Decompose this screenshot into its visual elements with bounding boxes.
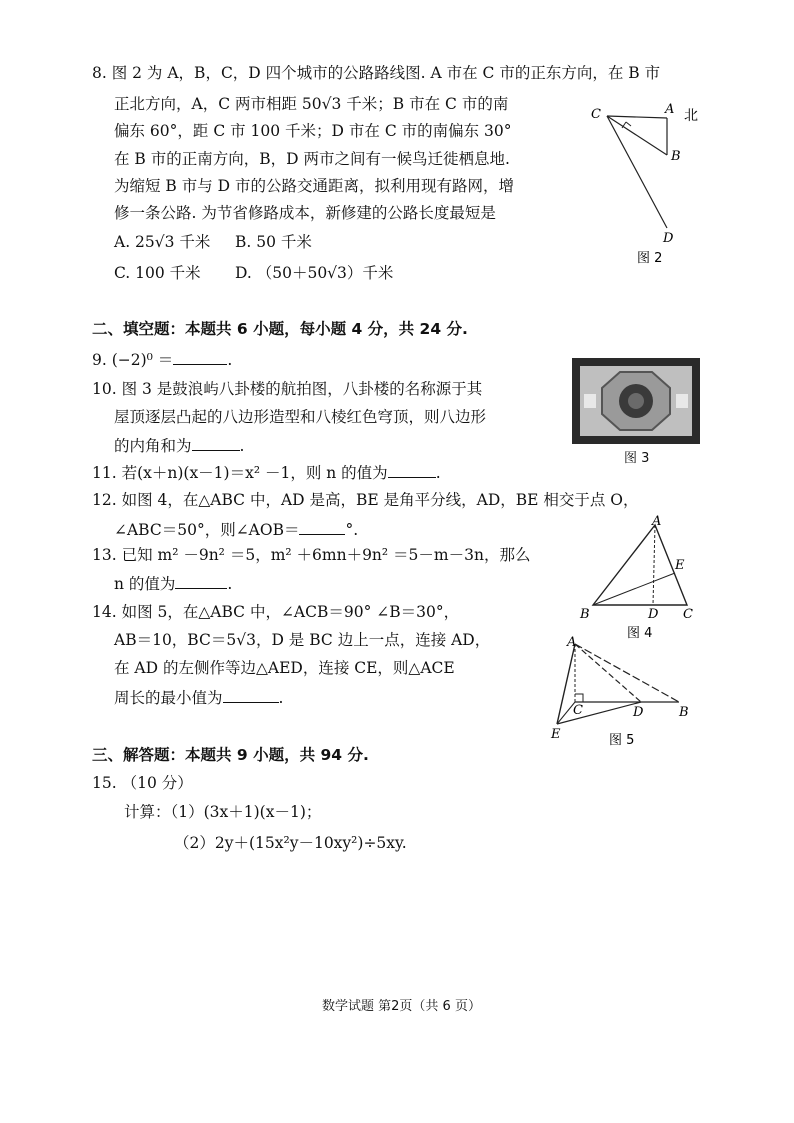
fig4-label-c: C [683,607,693,622]
q15-header: 15. （10 分） [92,774,193,792]
q14-line-2: AB＝10，BC＝5√3，D 是 BC 边上一点，连接 AD， [114,631,491,649]
q15-part-2: （2）2y＋(15x²y－10xy²)÷5xy. [174,834,407,852]
q10-line-1: 10. 图 3 是鼓浪屿八卦楼的航拍图，八卦楼的名称源于其 [92,380,483,398]
figure-2 [585,100,715,270]
section-3-heading: 三、解答题：本题共 9 小题，共 94 分. [92,746,369,764]
q13-line-2 [114,576,232,593]
q8-line-4: 在 B 市的正南方向，B，D 两市之间有一候鸟迁徙栖息地. [114,150,510,168]
fig2-label-b: B [671,149,681,164]
fig2-label-north: 北 [684,108,698,124]
fig4-altitude-ad [653,525,655,605]
fig2-angle-mark-2 [626,122,631,126]
q13-answer-blank[interactable] [175,576,227,589]
fig4-label-d: D [648,607,659,622]
q9-answer-blank[interactable] [173,352,227,365]
q10-end: . [239,437,245,455]
fig5-right-angle-mark [575,694,583,702]
q14-answer-blank[interactable] [223,690,279,703]
q10-line-3 [114,438,244,455]
q8-line-5: 为缩短 B 市与 D 市的公路交通距离，拟利用现有路网，增 [114,177,515,195]
fig5-line-ad [575,644,641,702]
fig4-label-b: B [580,607,590,622]
fig4-triangle-abc [593,525,687,605]
q8-line-1: 8. 图 2 为 A，B，C，D 四个城市的公路路线图. A 市在 C 市的正东方向，在 B 市 [92,64,661,82]
q14-line-4 [114,690,283,707]
q15-part-1: 计算：（1）(3x＋1)(x－1)； [124,803,322,821]
q12-text: ∠ABC＝50°，则∠AOB＝ [114,521,300,539]
q11 [92,465,441,482]
q12-end: °. [345,521,359,539]
q14-end: . [278,689,284,707]
fig5-line-ab [575,644,679,702]
fig2-label-c: C [591,107,601,122]
q9 [92,352,232,369]
q13-line-1: 13. 已知 m² －9n² ＝5，m² ＋6mn＋9n² ＝5－m－3n，那么 [92,546,531,564]
q8-option-b: B. 50 千米 [235,233,312,251]
q9-text: 9. (−2)⁰ ＝ [92,351,174,369]
fig5-line-ed [557,702,641,724]
fig5-label-a: A [567,635,577,650]
figure-4 [575,515,700,645]
q14-text: 周长的最小值为 [114,689,223,707]
q10-line-2: 屋顶逐层凸起的八边形造型和八棱红色穹顶，则八边形 [114,408,487,426]
q13-text: n 的值为 [114,575,176,593]
fig5-label-e: E [551,727,561,742]
fig2-line-cb [607,116,667,155]
q12-line-2 [114,522,358,539]
fig5-caption: 图 5 [609,733,635,748]
q11-text: 11. 若(x＋n)(x－1)＝x² －1，则 n 的值为 [92,464,388,482]
fig4-caption: 图 4 [627,626,653,641]
q11-answer-blank[interactable] [388,465,436,478]
fig2-line-cd [607,116,667,228]
fig4-label-e: E [675,558,685,573]
fig2-label-d: D [663,231,674,246]
q8-option-d: D. （50＋50√3）千米 [235,264,394,282]
fig4-label-a: A [652,515,662,529]
q8-line-6: 修一条公路. 为节省修路成本，新修建的公路长度最短是 [114,204,496,222]
q12-answer-blank[interactable] [299,522,345,535]
q14-line-3: 在 AD 的左侧作等边△AED，连接 CE，则△ACE [114,659,455,677]
q8-option-a: A. 25√3 千米 [114,233,211,251]
q9-end: . [227,351,233,369]
q8-option-c: C. 100 千米 [114,264,201,282]
q10-answer-blank[interactable] [192,438,240,451]
fig5-label-b: B [679,705,689,720]
q11-end: . [435,464,441,482]
fig5-label-c: C [573,703,583,718]
q8-line-2: 正北方向，A，C 两市相距 50√3 千米；B 市在 C 市的南 [114,95,509,113]
section-2-heading: 二、填空题：本题共 6 小题，每小题 4 分，共 24 分. [92,320,468,338]
page-footer: 数学试题 第2页（共 6 页） [322,999,481,1014]
fig3-caption: 图 3 [624,451,650,466]
fig2-label-a: A [665,102,675,117]
q14-line-1: 14. 如图 5，在△ABC 中，∠ACB＝90° ∠B＝30°， [92,603,460,621]
fig2-caption: 图 2 [637,251,663,266]
q10-text: 的内角和为 [114,437,192,455]
q13-end: . [227,575,233,593]
q12-line-1: 12. 如图 4，在△ABC 中，AD 是高，BE 是角平分线，AD，BE 相交于点 O， [92,491,639,509]
fig2-line-ca [607,116,667,118]
figure-5 [545,632,695,750]
figure-3-photo [572,358,700,444]
q8-line-3: 偏东 60°，距 C 市 100 千米；D 市在 C 市的南偏东 30° [114,122,512,140]
fig5-label-d: D [633,705,644,720]
